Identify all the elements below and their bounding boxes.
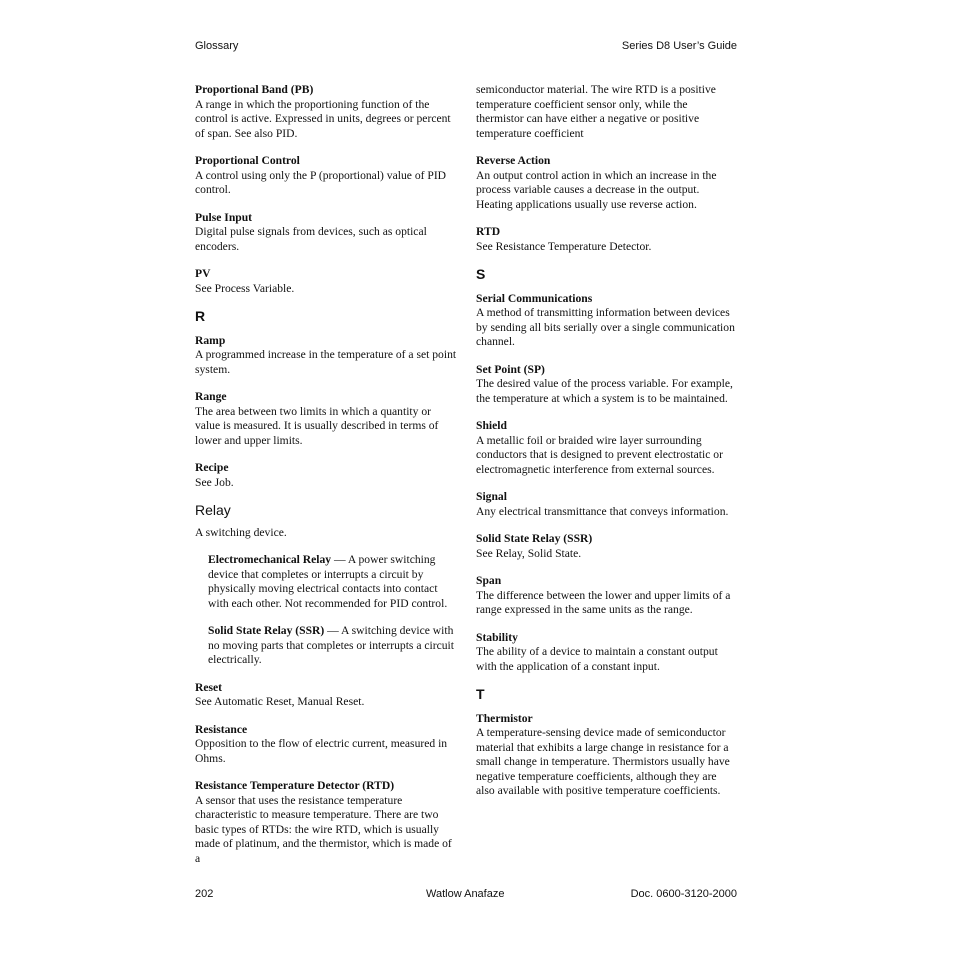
term: Reverse Action [476,154,551,167]
entry-rtd-continued [476,83,738,141]
definition: The desired value of the process variable. For example, the temperature at which a system is to be maintained. [476,377,733,405]
definition: A metallic foil or braided wire layer surrounding conductors that is designed to prevent electrostatic or electromagnetic interference from external sources. [476,433,723,476]
definition: A method of transmitting information between devices by sending all bits serially over a single communication channel. [476,306,735,348]
entry-resistance-temperature-detector [195,779,457,866]
entry-serial-communications [476,292,738,350]
definition: Digital pulse signals from devices, such as optical encoders. [195,225,427,253]
definition: A temperature-sensing device made of semiconductor material that exhibits a large change in resistance for a small change in temperature. Thermistors usually have negative temperature coefficients, although they are also available with positive temperature coefficients. [476,726,730,797]
entry-thermistor [476,712,738,799]
term: Recipe [195,461,229,474]
header-left: Glossary [195,40,239,52]
term: Resistance [195,722,248,736]
term: Serial Communications [476,291,593,305]
entry-pulse-input [195,211,457,255]
definition: semiconductor material. The wire RTD is a positive temperature coefficient sensor only, while the thermistor can have either a negative or positive temperature coefficient [476,83,716,140]
term: Solid State Relay (SSR) [208,624,325,637]
section-letter-t: T [476,686,485,702]
definition: A programmed increase in the temperature of a set point system. [195,348,457,376]
entry-solid-state-relay [476,532,738,561]
section-letter-r: R [195,308,206,324]
entry-reset [195,681,457,710]
term: Thermistor [476,711,533,725]
footer-document-number: Doc. 0600-3120-2000 [630,888,737,900]
entry-proportional-band [195,83,457,141]
entry-electromechanical-relay [208,553,457,611]
term: Pulse Input [195,210,253,224]
term: Signal [476,490,507,503]
entry-recipe [195,461,457,490]
entry-shield [476,419,738,477]
definition: A range in which the proportioning function of the control is active. Expressed in units, degrees or percent of span. See also PID. [195,97,451,140]
entry-range [195,390,457,448]
definition: A sensor that uses the resistance temperature characteristic to measure temperature. There are two basic types of RTDs: the wire RTD, which is usually made of platinum, and the thermistor, which is made of a [195,793,452,865]
header-right: Series D8 User’s Guide [621,40,737,52]
definition: Any electrical transmittance that conveys information. [476,504,729,518]
term: Ramp [195,333,226,347]
entry-span [476,574,738,618]
left-column [195,83,457,879]
definition: Opposition to the flow of electric current, measured in Ohms. [195,737,448,765]
relay-definition: A switching device. [195,525,287,539]
right-column [476,83,738,812]
term: RTD [476,225,501,238]
term: Resistance Temperature Detector (RTD) [195,779,395,792]
entry-resistance [195,723,457,767]
definition: — A switching device with no moving parts that completes or interrupts a circuit electrically. [208,624,454,666]
entry-signal [476,490,738,519]
entry-proportional-control [195,154,457,198]
entry-pv [195,267,457,296]
footer-publisher: Watlow Anafaze [426,888,505,900]
footer-page-number: 202 [195,888,214,900]
term: Range [195,390,227,403]
section-letter-s: S [476,266,486,282]
term: Electromechanical Relay [208,553,332,566]
definition: The area between two limits in which a quantity or value is measured. It is usually described in terms of lower and upper limits. [195,404,439,447]
relay-heading: Relay [195,502,231,518]
definition: See Job. [195,475,234,489]
definition: The ability of a device to maintain a constant output with the application of a constant input. [476,645,718,673]
term: Proportional Band (PB) [195,83,314,96]
term: Proportional Control [195,154,300,167]
term: Span [476,574,502,587]
definition: A control using only the P (proportional) value of PID control. [195,168,447,196]
definition: — A power switching device that completes or interrupts a circuit by physically moving electrical contacts into contact with each other. Not recommended for PID control. [208,553,448,610]
term: Solid State Relay (SSR) [476,532,593,545]
definition: See Process Variable. [195,281,295,295]
entry-set-point [476,363,738,407]
definition: An output control action in which an increase in the process variable causes a decrease in the output. Heating applications usually use reverse action. [476,168,717,211]
entry-rtd [476,225,738,254]
definition: See Resistance Temperature Detector. [476,239,652,253]
entry-reverse-action [476,154,738,212]
entry-solid-state-relay-sub [208,624,457,668]
term: Stability [476,630,518,644]
entry-stability [476,631,738,675]
term: PV [195,267,211,280]
entry-ramp [195,334,457,378]
term: Reset [195,680,223,694]
definition: The difference between the lower and upper limits of a range expressed in the same units as the range. [476,588,731,616]
term: Set Point (SP) [476,362,545,376]
definition: See Relay, Solid State. [476,546,582,560]
term: Shield [476,419,507,432]
definition: See Automatic Reset, Manual Reset. [195,695,365,708]
